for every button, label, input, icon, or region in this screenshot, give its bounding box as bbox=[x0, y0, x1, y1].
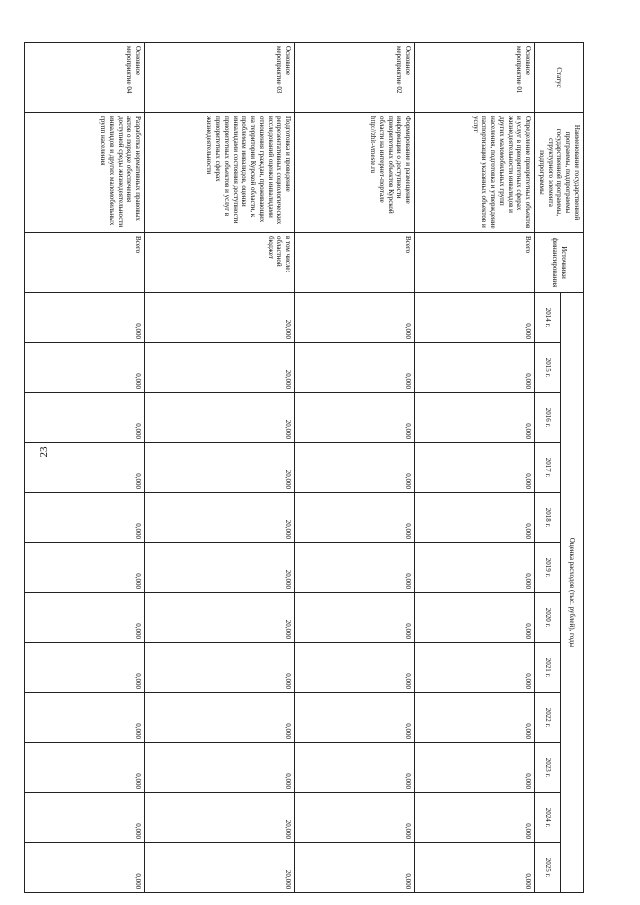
header-status: Статус bbox=[535, 43, 584, 113]
value-cell: 0,000 bbox=[415, 593, 535, 643]
value-cell: 20,000 bbox=[145, 843, 295, 893]
table-row bbox=[25, 43, 145, 893]
value-cell: 0,000 bbox=[295, 593, 415, 643]
status-cell: Основное мероприятие 03 bbox=[145, 43, 295, 113]
name-cell: Определение приоритетных объектов и услуг в приоритетных сферах жизнедеятельности инвалидов и других маломобильных групп населения, подготовка и утверждение паспортизации указанных объектов и услуг bbox=[415, 113, 535, 233]
year-header: 2022 г. bbox=[535, 693, 561, 743]
name-cell: Подготовка и проведение репрезентативных социологических исследований оценки инвалидами отношения граждан, проживающих на территории Курской области, к проблемам инвалидов, оценки инвалидами состояния доступности приоритетных объектов и услуг в приоритетных сферах жизнедеятельности bbox=[145, 113, 295, 233]
status-cell: Основное мероприятие 02 bbox=[295, 43, 415, 113]
value-cell: 0,000 bbox=[295, 493, 415, 543]
value-cell: 0,000 bbox=[415, 293, 535, 343]
value-cell: 0,000 bbox=[295, 343, 415, 393]
value-cell: 0,000 bbox=[25, 743, 145, 793]
source-cell: в том числе: областной бюджет bbox=[145, 233, 295, 293]
status-cell: Основное мероприятие 01 bbox=[415, 43, 535, 113]
value-cell: 0,000 bbox=[25, 793, 145, 843]
value-cell: 0,000 bbox=[25, 643, 145, 693]
value-cell: 0,000 bbox=[25, 393, 145, 443]
value-cell: 20,000 bbox=[145, 543, 295, 593]
header-source: Источники финансирования bbox=[535, 233, 584, 293]
page-number: 23 bbox=[38, 446, 50, 458]
year-header: 2014 г. bbox=[535, 293, 561, 343]
value-cell: 0,000 bbox=[295, 743, 415, 793]
value-cell: 0,000 bbox=[415, 743, 535, 793]
status-cell: Основное мероприятие 04 bbox=[25, 43, 145, 113]
value-cell: 0,000 bbox=[415, 543, 535, 593]
value-cell: 20,000 bbox=[145, 293, 295, 343]
value-cell: 20,000 bbox=[145, 343, 295, 393]
value-cell: 20,000 bbox=[145, 443, 295, 493]
value-cell: 0,000 bbox=[25, 343, 145, 393]
year-header: 2016 г. bbox=[535, 393, 561, 443]
value-cell: 0,000 bbox=[25, 293, 145, 343]
value-cell: 0,000 bbox=[145, 693, 295, 743]
value-cell: 0,000 bbox=[25, 543, 145, 593]
value-cell: 0,000 bbox=[295, 393, 415, 443]
year-header: 2018 г. bbox=[535, 493, 561, 543]
year-header: 2015 г. bbox=[535, 343, 561, 393]
name-cell: Формирование и размещение информации о доступности приоритетных объектов Курской области на интернет-портале http://zhit-vmeste.ru bbox=[295, 113, 415, 233]
year-header: 2019 г. bbox=[535, 543, 561, 593]
table-row bbox=[145, 43, 295, 893]
value-cell: 0,000 bbox=[25, 493, 145, 543]
value-cell: 20,000 bbox=[145, 593, 295, 643]
value-cell: 0,000 bbox=[25, 693, 145, 743]
year-header: 2023 г. bbox=[535, 743, 561, 793]
value-cell: 0,000 bbox=[415, 393, 535, 443]
value-cell: 0,000 bbox=[295, 793, 415, 843]
value-cell: 20,000 bbox=[145, 793, 295, 843]
year-header: 2025 г. bbox=[535, 843, 561, 893]
value-cell: 0,000 bbox=[145, 643, 295, 693]
table-row bbox=[295, 43, 415, 893]
value-cell: 0,000 bbox=[415, 643, 535, 693]
year-header: 2021 г. bbox=[535, 643, 561, 693]
expenditure-table bbox=[24, 42, 584, 893]
value-cell: 0,000 bbox=[295, 443, 415, 493]
value-cell: 20,000 bbox=[145, 493, 295, 543]
value-cell: 0,000 bbox=[415, 493, 535, 543]
value-cell: 20,000 bbox=[145, 393, 295, 443]
header-row bbox=[560, 43, 583, 893]
value-cell: 0,000 bbox=[415, 843, 535, 893]
value-cell: 0,000 bbox=[415, 693, 535, 743]
value-cell: 0,000 bbox=[415, 343, 535, 393]
source-cell: Всего bbox=[25, 233, 145, 293]
value-cell: 0,000 bbox=[295, 293, 415, 343]
rotated-table-frame bbox=[58, 42, 584, 892]
name-cell: Разработка нормативных правовых актов о порядке обеспечения доступной среды жизнедеятельности инвалидов и других маломобильных групп населения bbox=[25, 113, 145, 233]
source-cell: Всего bbox=[415, 233, 535, 293]
value-cell: 0,000 bbox=[295, 643, 415, 693]
value-cell: 0,000 bbox=[415, 443, 535, 493]
value-cell: 0,000 bbox=[295, 693, 415, 743]
value-cell: 0,000 bbox=[415, 793, 535, 843]
value-cell: 0,000 bbox=[295, 843, 415, 893]
value-cell: 0,000 bbox=[295, 543, 415, 593]
header-name: Наименование государственной программы, подпрограммы государственной программы, структурного элемента подпрограммы bbox=[535, 113, 584, 233]
value-cell: 0,000 bbox=[25, 593, 145, 643]
year-header: 2020 г. bbox=[535, 593, 561, 643]
value-cell: 0,000 bbox=[25, 843, 145, 893]
value-cell: 0,000 bbox=[145, 743, 295, 793]
header-estimate: Оценка расходов (тыс. рублей), годы bbox=[560, 293, 583, 893]
table-container bbox=[58, 42, 584, 892]
year-header: 2017 г. bbox=[535, 443, 561, 493]
year-header: 2024 г. bbox=[535, 793, 561, 843]
source-cell: Всего bbox=[295, 233, 415, 293]
value-cell: 0,000 bbox=[25, 443, 145, 493]
table-row bbox=[415, 43, 535, 893]
